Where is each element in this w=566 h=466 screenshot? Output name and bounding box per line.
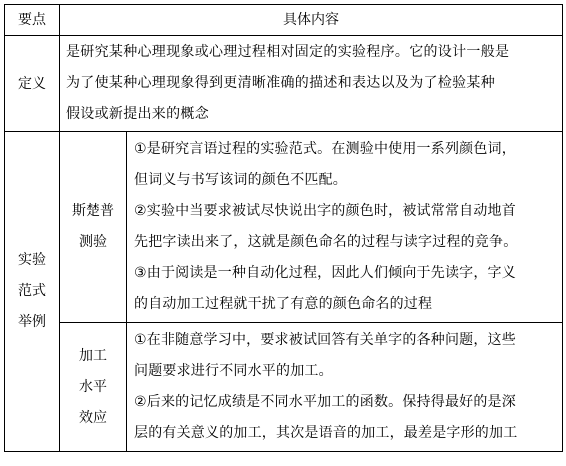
definition-row: [5, 36, 563, 132]
definition-line: 假设或新提出来的概念: [66, 106, 209, 122]
processing-levels-label-line: 水平: [79, 378, 107, 395]
stroop-label: [60, 132, 127, 323]
header-row: [5, 5, 563, 36]
definition-label: 定义: [5, 36, 60, 132]
processing-levels-line: ②后来的记忆成绩是不同水平加工的函数。保持得最好的是深: [134, 394, 516, 410]
stroop-line: 的自动加工过程就干扰了有意的颜色命名的过程: [134, 296, 433, 312]
stroop-line: 先把字读出来了，这就是颜色命名的过程与读字过程的竞争。: [134, 234, 518, 250]
definition-line: 是研究某种心理现象或心理过程相对固定的实验程序。它的设计一般是: [66, 44, 510, 60]
stroop-row: [5, 132, 563, 323]
processing-levels-line: 问题要求进行不同水平的加工。: [134, 363, 333, 379]
examples-label-line: 举例: [18, 314, 46, 330]
examples-label-line: 实验: [18, 252, 46, 268]
processing-levels-line: ①在非随意学习中，要求被试回答有关单字的各种问题，这些: [134, 332, 516, 348]
header-cell-content: 具体内容: [60, 5, 563, 36]
stroop-line: ②实验中当要求被试尽快说出字的颜色时，被试常常自动地首: [134, 203, 516, 219]
stroop-line: ③由于阅读是一种自动化过程，因此人们倾向于先读字，字义: [134, 265, 516, 281]
processing-levels-label-line: 加工: [79, 347, 107, 364]
processing-levels-content: [127, 323, 563, 452]
processing-levels-row: [5, 323, 563, 452]
processing-levels-line: 层的有关意义的加工，其次是语音的加工，最差是字形的加工: [134, 425, 518, 441]
content-table: [4, 4, 563, 452]
stroop-label-line: 斯楚普: [72, 203, 114, 219]
stroop-label-line: 测验: [79, 234, 107, 250]
definition-content: [60, 36, 563, 132]
examples-label: [5, 132, 60, 452]
examples-label-line: 范式: [18, 283, 46, 299]
definition-line: 为了使某种心理现象得到更清晰准确的描述和表达以及为了检验某种: [66, 75, 495, 91]
stroop-content: [127, 132, 563, 323]
processing-levels-label: [60, 323, 127, 452]
stroop-line: ①是研究言语过程的实验范式。在测验中使用一系列颜色词，: [134, 141, 516, 157]
header-cell-key-point: 要点: [5, 5, 60, 36]
stroop-line: 但词义与书写该词的颜色不匹配。: [134, 172, 347, 188]
processing-levels-label-line: 效应: [79, 409, 107, 426]
